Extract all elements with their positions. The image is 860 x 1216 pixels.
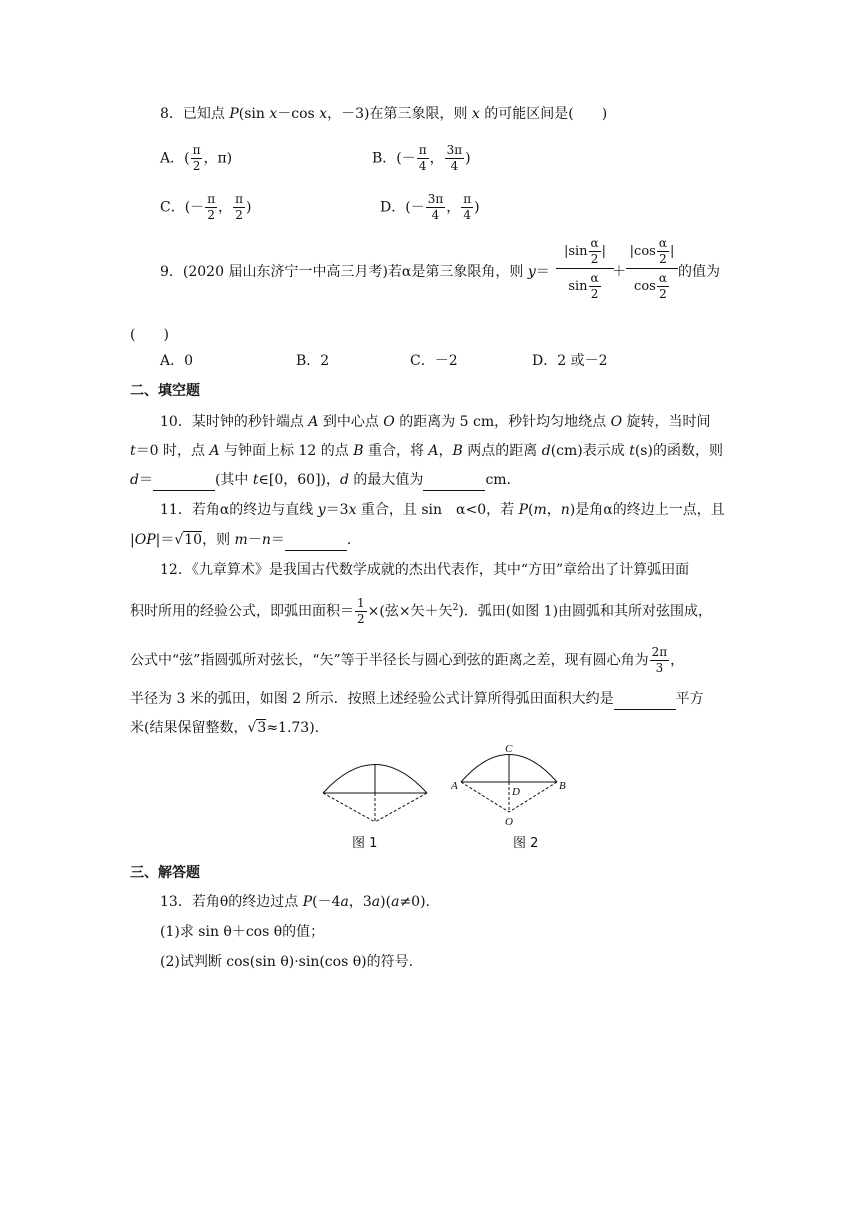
q8-option-a: A．( $\frac{\pi}{2}$ ，π): [160, 143, 233, 173]
q12-line-5: 米(结果保留整数，√3≈1.73).: [130, 720, 320, 736]
q9-stem: 9．(2020 届山东济宁一中高三月考)若α是第三象限角，则 y＝: [160, 264, 550, 280]
q9-denominator-2: cos $\frac{\alpha}{2}$: [634, 271, 667, 301]
figure-1-caption: 图 1: [352, 836, 378, 851]
fig2-segment-ao: [461, 782, 509, 812]
fig2-label-o: O: [505, 816, 513, 828]
figure-2-caption: 图 2: [513, 836, 539, 851]
figure-2-diagram: [461, 754, 557, 812]
fig2-label-b: B: [559, 780, 566, 792]
q9-answer-paren: ( ): [130, 327, 169, 343]
fig1-radius-right: [375, 793, 427, 822]
q12-line-2: 积时所用的经验公式，即弧田面积＝ $\frac{1}{2}$ ×(弦×矢＋矢$^2$)．弧田(如图 1)由圆弧和其所对弦围成，: [130, 596, 713, 626]
q9-numerator-1: |sin $\frac{\alpha}{2}$ |: [563, 236, 607, 266]
q9-tail: 的值为: [678, 264, 720, 280]
q8-option-d: D．(－ $\frac{3\pi}{4}$ ， $\frac{\pi}{4}$ ): [380, 192, 480, 222]
q8-stem: 8．已知点 P(sin x－cos x，－3)在第三象限，则 x 的可能区间是( ): [160, 106, 608, 122]
q13-stem: 13．若角θ的终边过点 P(－4a，3a)(a≠0).: [160, 894, 430, 910]
q10-line-3: d＝ (其中 t∈[0，60])，d 的最大值为 cm.: [130, 470, 511, 491]
q13-part-2: (2)试判断 cos(sin θ)·sin(cos θ)的符号.: [160, 954, 414, 970]
fig2-label-d: D: [512, 786, 520, 798]
q9-denominator-1: sin $\frac{\alpha}{2}$: [568, 271, 599, 301]
q13-part-1: (1)求 sin θ＋cos θ的值；: [160, 924, 325, 940]
figure-1-diagram: [323, 764, 427, 822]
fig2-label-c: C: [505, 743, 513, 755]
q9-numerator-2: |cos $\frac{\alpha}{2}$ |: [629, 236, 675, 266]
q9-option-a: A．0: [160, 353, 194, 369]
fig1-radius-left: [323, 793, 375, 822]
q11-line-2: |OP|＝√10，则 m－n＝ .: [130, 530, 351, 551]
q11-line-1: 11．若角α的终边与直线 y＝3x 重合，且 sin α<0，若 P(m，n)是角α的终边上一点，且: [160, 502, 725, 518]
q10-line-2: t＝0 时，点 A 与钟面上标 12 的点 B 重合，将 A，B 两点的距离 d(cm)表示成 t(s)的函数，则: [130, 443, 723, 459]
q9-plus: ＋: [612, 264, 626, 280]
q9-option-c: C．－2: [410, 353, 458, 369]
q9-option-d: D．2 或－2: [532, 353, 608, 369]
fig2-label-a: A: [451, 780, 458, 792]
section-heading-answer: 三、解答题: [130, 865, 200, 881]
q9-option-b: B．2: [296, 353, 330, 369]
q12-line-1: 12．《九章算术》是我国古代数学成就的杰出代表作，其中“方田”章给出了计算弧田面: [160, 562, 690, 578]
q8-option-b: B．(－ $\frac{\pi}{4}$ ， $\frac{3\pi}{4}$ ): [372, 143, 471, 173]
q10-line-1: 10．某时钟的秒针端点 A 到中心点 O 的距离为 5 cm，秒针均匀地绕点 O 旋转，当时间: [160, 414, 711, 430]
q12-line-4: 半径为 3 米的弧田，如图 2 所示．按照上述经验公式计算所得弧田面积大约是 平方: [130, 689, 704, 710]
q8-option-c: C．(－ $\frac{\pi}{2}$ ， $\frac{\pi}{2}$ ): [160, 192, 252, 222]
q12-line-3: 公式中“弦”指圆弧所对弦长，“矢”等于半径长与圆心到弦的距离之差，现有圆心角为 $\frac{2\pi}{3}$ ，: [130, 645, 685, 675]
section-heading-fill-in: 二、填空题: [130, 383, 200, 399]
